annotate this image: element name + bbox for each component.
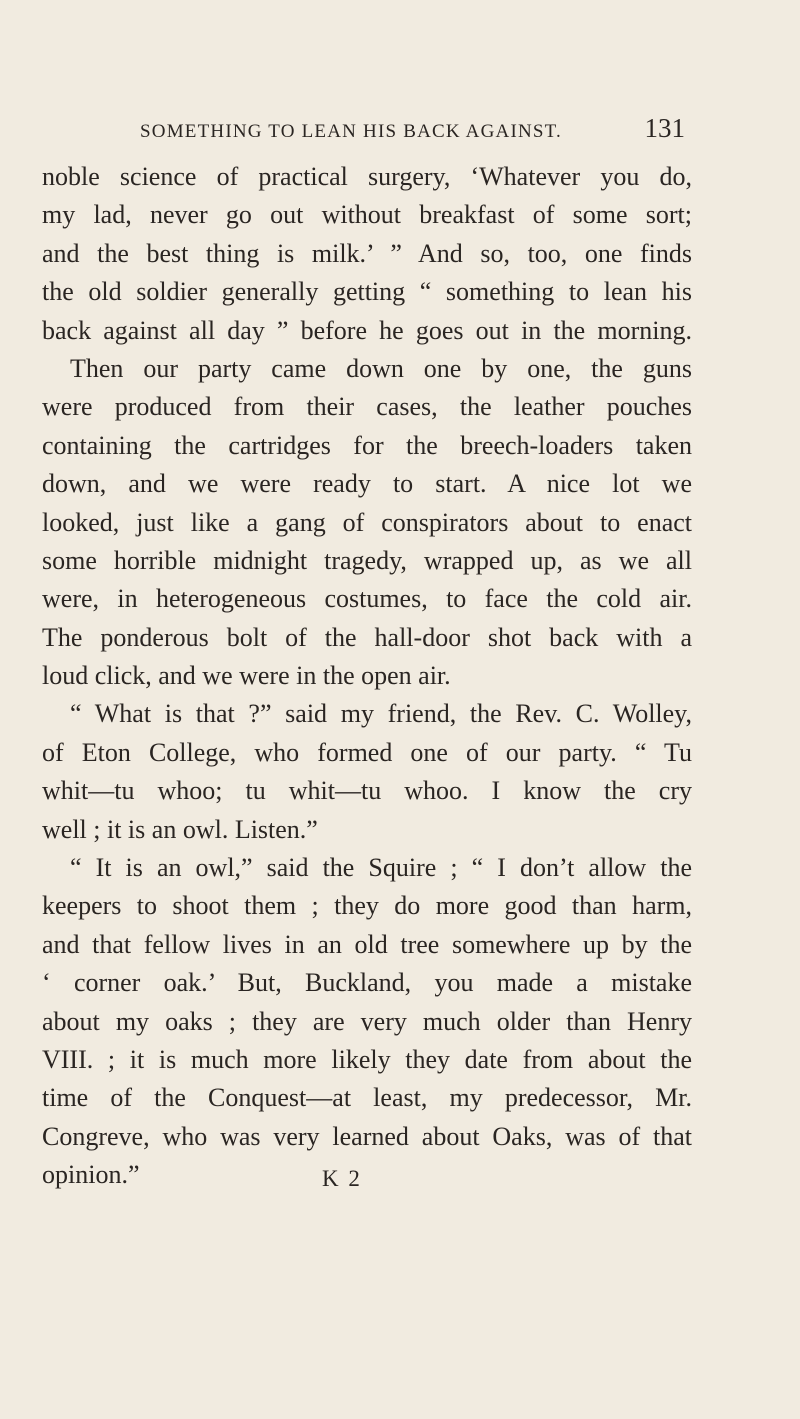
running-head [140, 113, 685, 149]
text-line: “ What is that ?” said my friend, the Rev. C. Wolley, [70, 699, 692, 729]
text-line: the old soldier generally getting “ something to lean his [42, 277, 692, 307]
text-line: looked, just like a gang of conspirators about to enact [42, 507, 692, 537]
signature-mark: K 2 [322, 1166, 362, 1191]
text-line: down, and we were ready to start. A nice lot we [42, 469, 692, 499]
text-line: my lad, never go out without breakfast of some sort; [42, 200, 692, 230]
text-line: containing the cartridges for the breech-loaders taken [42, 430, 692, 460]
text-line: Then our party came down one by one, the guns [70, 353, 692, 383]
running-title: SOMETHING TO LEAN HIS BACK AGAINST. [140, 121, 563, 142]
text-line: whit—tu whoo; tu whit—tu whoo. I know the cry [42, 776, 692, 806]
text-line: well ; it is an owl. Listen.” [42, 814, 318, 844]
text-line: “ It is an owl,” said the Squire ; “ I don’t allow the [70, 853, 692, 883]
text-line: back against all day ” before he goes out in the morning. [42, 315, 692, 345]
text-line: Congreve, who was very learned about Oaks, was of that [42, 1121, 692, 1151]
text-line: time of the Conquest—at least, my predecessor, Mr. [42, 1083, 692, 1113]
text-line: of Eton College, who formed one of our party. “ Tu [42, 737, 692, 767]
page-number: 131 [644, 113, 685, 143]
text-line: opinion.” [42, 1160, 140, 1190]
text-line: were produced from their cases, the leather pouches [42, 392, 692, 422]
body-text [42, 158, 692, 1195]
text-line: and that fellow lives in an old tree somewhere up by the [42, 929, 692, 959]
text-line: noble science of practical surgery, ‘Whatever you do, [42, 162, 692, 191]
text-line: some horrible midnight tragedy, wrapped up, as we all [42, 545, 692, 575]
text-line: ‘ corner oak.’ But, Buckland, you made a mistake [42, 968, 692, 998]
text-line: about my oaks ; they are very much older than Henry [42, 1006, 692, 1036]
text-line: and the best thing is milk.’ ” And so, too, one finds [42, 238, 692, 268]
text-line: were, in heterogeneous costumes, to face the cold air. [42, 584, 692, 614]
text-line: loud click, and we were in the open air. [42, 661, 451, 691]
text-line: VIII. ; it is much more likely they date from about the [42, 1044, 692, 1074]
text-line: keepers to shoot them ; they do more good than harm, [42, 891, 692, 921]
text-line: The ponderous bolt of the hall-door shot back with a [42, 622, 692, 652]
